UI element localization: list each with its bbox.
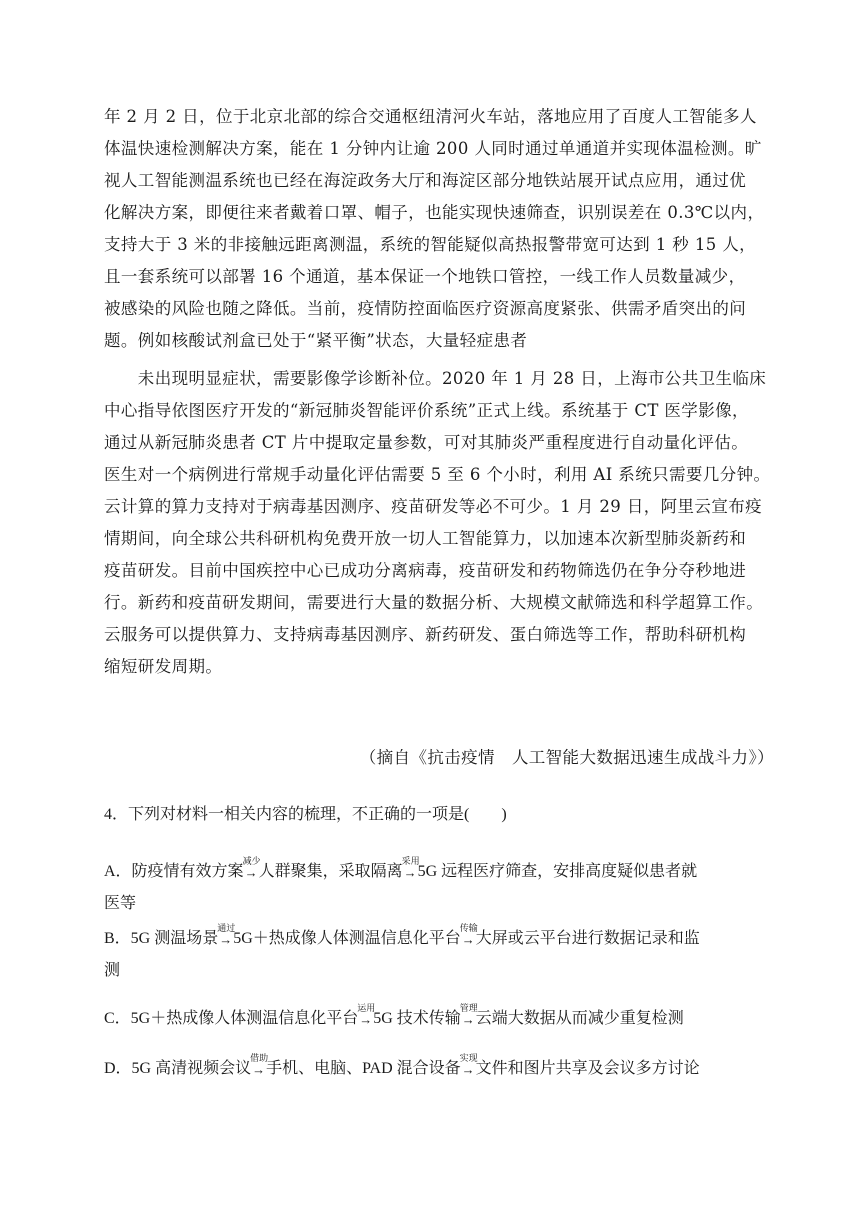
option-text: 云端大数据从而减少重复检测 [475, 1010, 684, 1027]
option-text: 手机、电脑、PAD 混合设备 [266, 1060, 461, 1077]
arrow-glyph: → [219, 932, 233, 947]
arrow-icon [459, 1053, 478, 1077]
text-line: 且一套系统可以部署 16 个通道，基本保证一个地铁口管控，一线工作人员数量减少， [104, 267, 746, 286]
text-line: 缩短研发周期。 [104, 657, 223, 676]
arrow-glyph: → [252, 1062, 266, 1077]
arrow-glyph: → [461, 932, 475, 947]
text-line: 未出现明显症状，需要影像学诊断补位。2020 年 1 月 28 日，上海市公共卫生临床 [104, 369, 767, 388]
option-text: A．防疫情有效方案 [104, 863, 244, 880]
option-line [104, 923, 774, 955]
arrow-icon [357, 1003, 376, 1027]
text-line: 医生对一个病例进行常规手动量化评估需要 5 至 6 个小时，利用 AI 系统只需要几分钟。 [104, 465, 771, 484]
text-line: 化解决方案，即便往来者戴着口罩、帽子，也能实现快速筛查，识别误差在 0.3℃以内， [104, 203, 765, 222]
option-text: 5G 远程医疗筛查，安排高度疑似患者就 [417, 863, 698, 880]
text-line: 被感染的风险也随之降低。当前，疫情防控面临医疗资源高度紧张、供需矛盾突出的问 [104, 299, 747, 318]
question-text: 4．下列对材料一相关内容的梳理，不正确的一项是( ) [104, 806, 507, 823]
text-line: 视人工智能测温系统也已经在海淀政务大厅和海淀区部分地铁站展开试点应用，通过优 [104, 171, 747, 190]
arrow-label: 减少 [242, 856, 261, 866]
text-line: 情期间，向全球公共科研机构免费开放一切人工智能算力，以加速本次新型肺炎新药和 [104, 529, 747, 548]
text-line: 年 2 月 2 日，位于北京北部的综合交通枢纽清河火车站，落地应用了百度人工智能多人 [104, 107, 757, 126]
passage-paragraph-1 [104, 101, 764, 357]
option-text: 5G 技术传输 [373, 1010, 461, 1027]
option-a[interactable] [104, 856, 774, 920]
option-line: 测 [104, 962, 121, 979]
text-line: 云计算的算力支持对于病毒基因测序、疫苗研发等必不可少。1 月 29 日，阿里云宣布疫 [104, 497, 763, 516]
arrow-icon [459, 923, 478, 947]
option-b[interactable] [104, 923, 774, 987]
arrow-label: 借助 [250, 1053, 269, 1063]
text-line: 云服务可以提供算力、支持病毒基因测序、新药研发、蛋白筛选等工作，帮助科研机构 [104, 625, 747, 644]
option-text: 文件和图片共享及会议多方讨论 [475, 1060, 700, 1077]
option-text: 人群聚集，采取隔离 [258, 863, 403, 880]
arrow-glyph: → [461, 1062, 475, 1077]
text-line: 疫苗研发。目前中国疾控中心已成功分离病毒，疫苗研发和药物筛选仍在争分夺秒地进 [104, 561, 747, 580]
arrow-icon [242, 856, 261, 880]
option-text: B．5G 测温场景 [104, 930, 219, 947]
option-text: D．5G 高清视频会议 [104, 1060, 252, 1077]
source-citation: （摘自《抗击疫情 人工智能大数据迅速生成战斗力》） [359, 748, 774, 767]
option-line [104, 1053, 774, 1085]
text-line: 通过从新冠肺炎患者 CT 片中提取定量参数，可对其肺炎严重程度进行自动量化评估。 [104, 433, 749, 452]
text-line: 题。例如核酸试剂盒已处于“紧平衡”状态，大量轻症患者 [104, 331, 528, 350]
arrow-glyph: → [461, 1012, 475, 1027]
arrow-icon [250, 1053, 269, 1077]
question-stem [104, 799, 774, 831]
option-line: 医等 [104, 895, 137, 912]
option-text: C．5G＋热成像人体测温信息化平台 [104, 1010, 359, 1027]
text-line: 体温快速检测解决方案，能在 1 分钟内让逾 200 人同时通过单通道并实现体温检测。旷 [104, 139, 762, 158]
option-d[interactable] [104, 1053, 774, 1085]
arrow-glyph: → [359, 1012, 373, 1027]
arrow-glyph: → [244, 865, 258, 880]
text-line: 支持大于 3 米的非接触远距离测温，系统的智能疑似高热报警带宽可达到 1 秒 15 人， [104, 235, 757, 254]
passage-paragraph-2 [104, 363, 771, 683]
arrow-icon [217, 923, 236, 947]
option-line [104, 856, 774, 888]
option-text: 5G＋热成像人体测温信息化平台 [233, 930, 461, 947]
arrow-label: 通过 [217, 923, 236, 933]
arrow-label: 采用 [401, 856, 420, 866]
option-line [104, 1003, 774, 1035]
arrow-label: 运用 [357, 1003, 376, 1013]
text-line: 中心指导依图医疗开发的“新冠肺炎智能评价系统”正式上线。系统基于 CT 医学影像， [104, 401, 749, 420]
arrow-label: 实现 [459, 1053, 478, 1063]
arrow-label: 管理 [459, 1003, 478, 1013]
option-text: 大屏或云平台进行数据记录和监 [475, 930, 700, 947]
arrow-icon [401, 856, 420, 880]
arrow-glyph: → [403, 865, 417, 880]
option-c[interactable] [104, 1003, 774, 1035]
arrow-label: 传输 [459, 923, 478, 933]
arrow-icon [459, 1003, 478, 1027]
text-line: 行。新药和疫苗研发期间，需要进行大量的数据分析、大规模文献筛选和科学超算工作。 [104, 593, 764, 612]
